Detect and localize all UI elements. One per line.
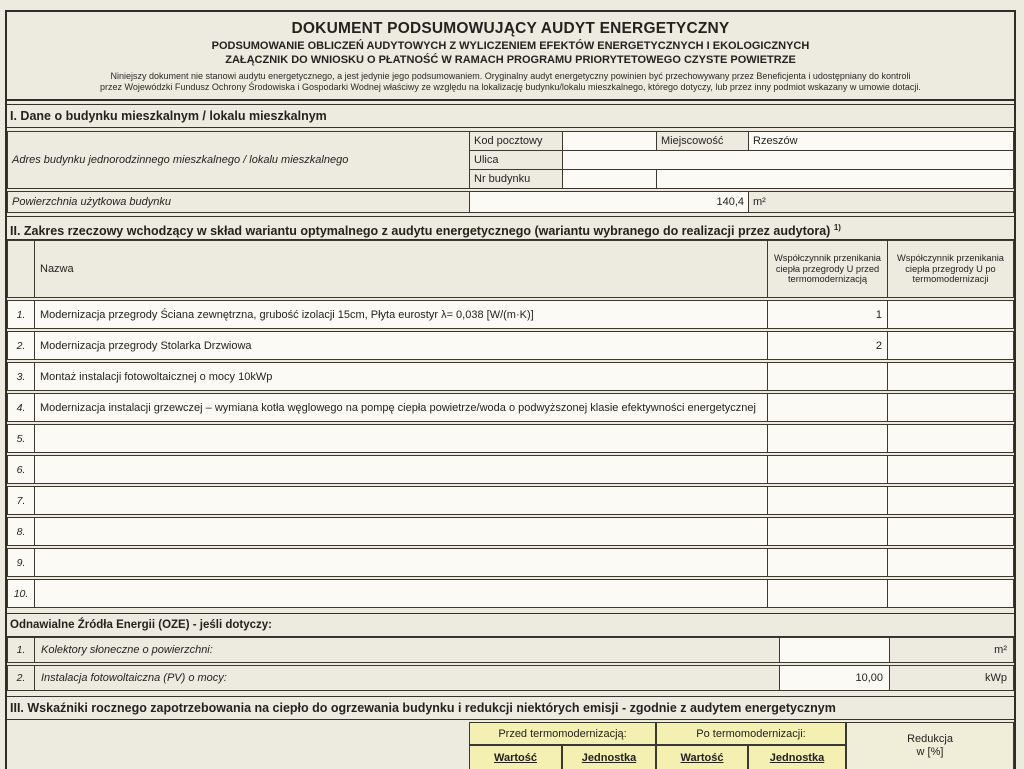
section1-heading: I. Dane o budynku mieszkalnym / lokalu mieszkalnym: [7, 104, 1014, 128]
reduction-line-1: Redukcja: [907, 732, 953, 745]
row-number: 3.: [7, 362, 34, 391]
disclaimer-line-1: Niniejszy dokument nie stanowi audytu energetycznego, a jest jedynie jego podsumowaniem. Oryginalny audyt energetyczny powinien być przechowywany przez Beneficjenta i udostępniany do kontroli: [110, 71, 911, 81]
oze-unit: kWp: [889, 665, 1014, 691]
after-thermo-header: Po termomodernizacji:: [656, 722, 846, 745]
u-after-value: [887, 393, 1014, 422]
building-no-field-2: [657, 170, 1014, 189]
unit-column-header-before: Jednostka: [562, 745, 656, 769]
table-row: [7, 331, 1014, 360]
street-label: Ulica: [470, 151, 563, 170]
spacer-cell: [7, 745, 469, 769]
table-row: [7, 665, 1014, 691]
building-no-label: Nr budynku: [470, 170, 563, 189]
table-row: [7, 517, 1014, 546]
u-before-value: [767, 362, 887, 391]
table-row: [7, 300, 1014, 329]
u-after-value: [887, 424, 1014, 453]
u-after-value: [887, 300, 1014, 329]
postal-code-label: Kod pocztowy: [470, 132, 563, 151]
table-row: [7, 486, 1014, 515]
work-name: Modernizacja przegrody Ściana zewnętrzna, grubość izolacji 15cm, Płyta eurostyr λ= 0,038 [W/(m·K)]: [34, 300, 767, 329]
u-before-value: [767, 393, 887, 422]
table-row: [8, 132, 1014, 151]
row-number: 2.: [7, 665, 34, 691]
usable-area-unit: m²: [749, 192, 1014, 213]
disclaimer-line-2: przez Wojewódzki Fundusz Ochrony Środowiska i Gospodarki Wodnej właściwy ze względu na lokalizację budynku/lokalu mieszkalnego, którego dotyczy, lub przez inny podmiot wskazany w umowie dotacji.: [100, 82, 921, 93]
u-after-value: [887, 579, 1014, 608]
before-thermo-header: Przed termomodernizacją:: [469, 722, 656, 745]
u-after-value: [887, 331, 1014, 360]
value-column-header-after: Wartość: [656, 745, 748, 769]
building-no-field-1: [563, 170, 657, 189]
section3-heading: III. Wskaźniki rocznego zapotrzebowania na ciepło do ogrzewania budynku i redukcji niektórych emisji - zgodnie z audytem energetycznym: [7, 696, 1014, 720]
row-number: 2.: [7, 331, 34, 360]
street-field: [563, 151, 1014, 170]
address-label: Adres budynku jednorodzinnego mieszkalnego / lokalu mieszkalnego: [8, 132, 470, 189]
oze-value: 10,00: [779, 665, 889, 691]
address-table: [7, 131, 1014, 189]
document-title: DOKUMENT PODSUMOWUJĄCY AUDYT ENERGETYCZNY: [291, 20, 730, 37]
u-before-value: [767, 579, 887, 608]
work-name: [34, 579, 767, 608]
usable-area-label: Powierzchnia użytkowa budynku: [8, 192, 470, 213]
column-header-u-before: Współczynnik przenikania ciepła przegrody U przed termomodernizacją: [767, 240, 887, 298]
oze-label: Instalacja fotowoltaiczna (PV) o mocy:: [34, 665, 779, 691]
u-after-value: [887, 517, 1014, 546]
section2-heading-text: II. Zakres rzeczowy wchodzący w skład wariantu optymalnego z audytu energetycznego (wariantu wybranego do realizacji przez audytora): [10, 224, 831, 239]
table-row: [8, 192, 1014, 213]
unit-column-header-after: Jednostka: [748, 745, 846, 769]
table-row: [7, 722, 1014, 745]
column-header-u-after: Współczynnik przenikania ciepła przegrody U po termomodernizacji: [887, 240, 1014, 298]
work-name: Montaż instalacji fotowoltaicznej o mocy 10kWp: [34, 362, 767, 391]
u-after-value: [887, 548, 1014, 577]
work-name: [34, 455, 767, 484]
row-number: 8.: [7, 517, 34, 546]
row-number: 1.: [7, 300, 34, 329]
city-field: Rzeszów: [749, 132, 1014, 151]
oze-table: [7, 635, 1014, 693]
section2-footnote-marker: 1): [833, 223, 841, 232]
postal-code-field: [563, 132, 657, 151]
usable-area-value: 140,4: [470, 192, 749, 213]
u-before-value: [767, 517, 887, 546]
indicators-header-table: [7, 722, 1014, 769]
work-name: Modernizacja instalacji grzewczej – wymiana kotła węglowego na pompę ciepła powietrze/woda o podwyższonej klasie efektywności energetycznej: [34, 393, 767, 422]
work-name: Modernizacja przegrody Stolarka Drzwiowa: [34, 331, 767, 360]
document-header: [7, 12, 1014, 101]
section2-heading: [7, 216, 1014, 240]
table-row: [7, 548, 1014, 577]
row-number: 9.: [7, 548, 34, 577]
scope-of-works-table: [7, 238, 1014, 610]
document-subtitle-1: PODSUMOWANIE OBLICZEŃ AUDYTOWYCH Z WYLICZENIEM EFEKTÓW ENERGETYCZNYCH I EKOLOGICZNYCH: [211, 40, 810, 52]
u-after-value: [887, 486, 1014, 515]
u-before-value: [767, 455, 887, 484]
document-subtitle-2: ZAŁĄCZNIK DO WNIOSKU O PŁATNOŚĆ W RAMACH PROGRAMU PRIORYTETOWEGO CZYSTE POWIETRZE: [225, 54, 796, 66]
u-before-value: [767, 486, 887, 515]
work-name: [34, 424, 767, 453]
row-number: 6.: [7, 455, 34, 484]
work-name: [34, 486, 767, 515]
u-before-value: [767, 548, 887, 577]
oze-heading: Odnawialne Źródła Energii (OZE) - jeśli dotyczy:: [7, 613, 1014, 637]
u-before-value: 2: [767, 331, 887, 360]
work-name: [34, 517, 767, 546]
row-number: 1.: [7, 637, 34, 663]
table-row: [7, 393, 1014, 422]
u-after-value: [887, 362, 1014, 391]
document-disclaimer: [7, 71, 1014, 94]
spacer-cell: [7, 722, 469, 745]
city-label: Miejscowość: [657, 132, 749, 151]
table-row: [7, 637, 1014, 663]
table-row: [7, 362, 1014, 391]
row-number: 4.: [7, 393, 34, 422]
work-name: [34, 548, 767, 577]
usable-area-table: [7, 191, 1014, 213]
column-header-name: Nazwa: [34, 240, 767, 298]
oze-unit: m²: [889, 637, 1014, 663]
u-before-value: 1: [767, 300, 887, 329]
u-before-value: [767, 424, 887, 453]
table-row: [7, 424, 1014, 453]
row-number: 10.: [7, 579, 34, 608]
table-row: [7, 455, 1014, 484]
scope-table-header-row: [7, 240, 1014, 298]
row-number: 7.: [7, 486, 34, 515]
table-row: [7, 579, 1014, 608]
value-column-header-before: Wartość: [469, 745, 562, 769]
reduction-line-2: w [%]: [916, 746, 944, 758]
header-number-cell: [7, 240, 34, 298]
document-frame: [5, 10, 1016, 769]
oze-label: Kolektory słoneczne o powierzchni:: [34, 637, 779, 663]
row-number: 5.: [7, 424, 34, 453]
oze-value: [779, 637, 889, 663]
reduction-header: [846, 722, 1014, 769]
u-after-value: [887, 455, 1014, 484]
